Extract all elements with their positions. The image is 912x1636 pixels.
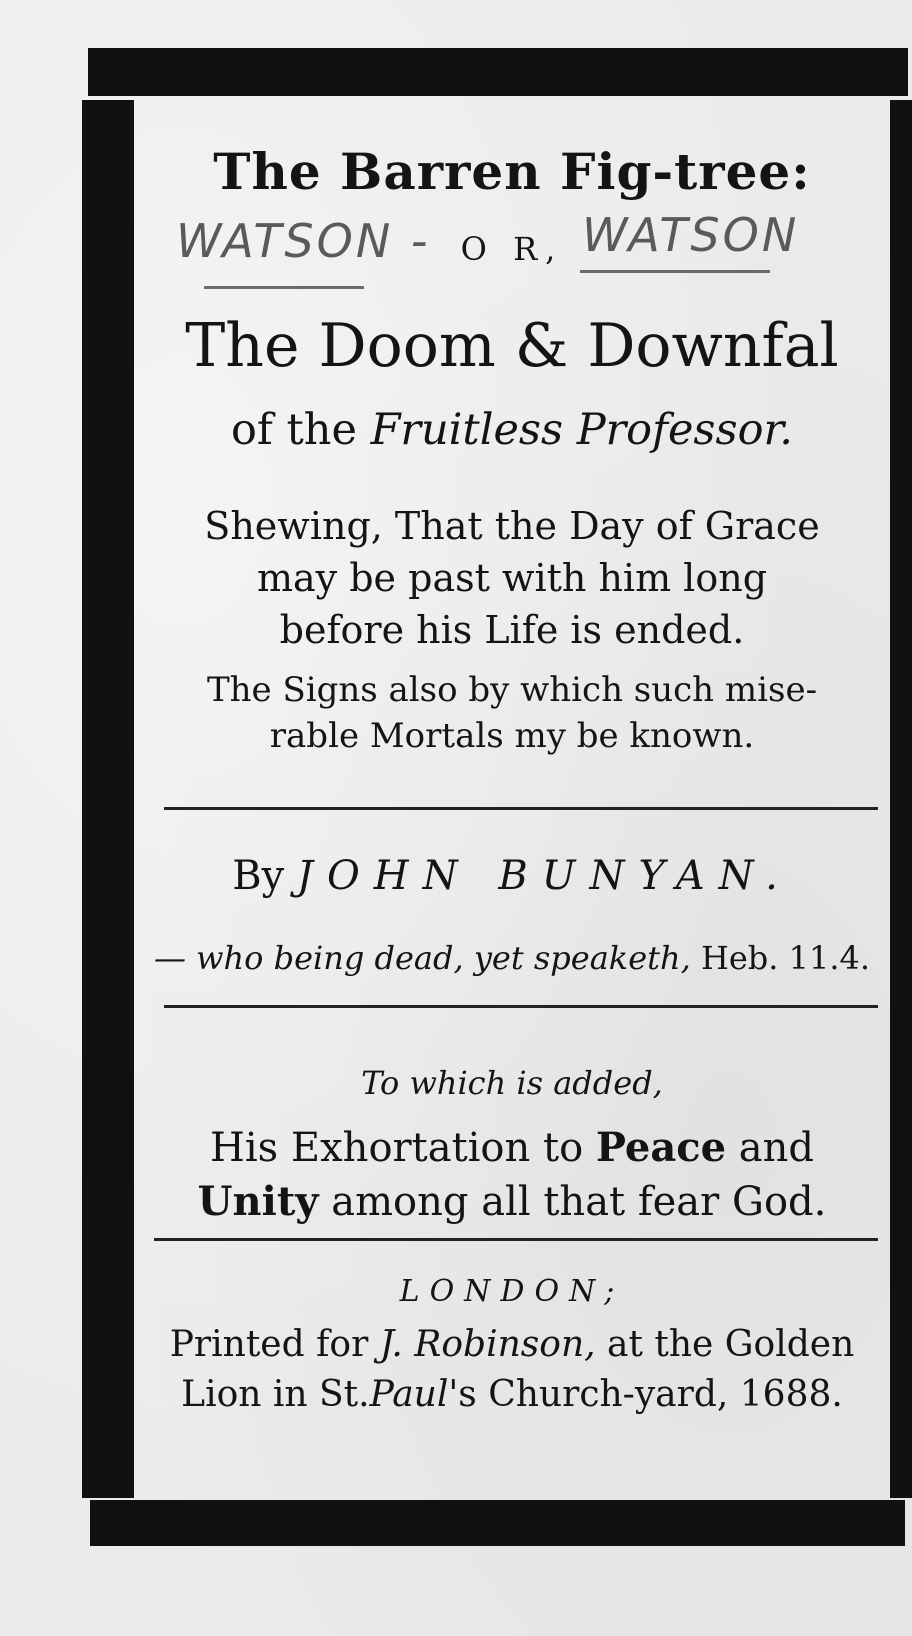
imprint-paul: Paul: [369, 1374, 449, 1415]
handwritten-underline-right: [580, 270, 770, 273]
author-line: [134, 848, 890, 904]
exhortation-prefix: His Exhortation to: [210, 1125, 596, 1171]
title-page: [134, 100, 890, 1498]
exhortation-and: and: [726, 1125, 814, 1171]
description-line-5: rable Mortals my be known.: [269, 716, 755, 756]
handwritten-underline-left: [204, 286, 364, 289]
main-title: The Barren Fig-tree:: [213, 142, 811, 201]
description-line-3: before his Life is ended.: [279, 608, 745, 652]
description-line-2: may be past with him long: [256, 556, 768, 600]
imprint-lion: Lion in St.: [181, 1374, 370, 1415]
description-line-1: Shewing, That the Day of Grace: [204, 504, 820, 548]
divider-rule-2: [164, 1005, 878, 1008]
border-bar-left: [82, 100, 134, 1498]
border-bar-bottom: [90, 1500, 905, 1546]
author-name: JOHN BUNYAN.: [296, 853, 792, 899]
author-by: By: [232, 853, 297, 899]
divider-rule-1: [164, 807, 878, 810]
exhortation-peace: Peace: [595, 1124, 727, 1171]
description-line-4: The Signs also by which such mise-: [206, 670, 818, 710]
subtitle-prefix: of the: [231, 405, 371, 455]
imprint-printed-for: Printed for: [169, 1324, 380, 1365]
subtitle-doom-downfal: The Doom & Downfal: [185, 311, 839, 381]
imprint-printer: J. Robinson,: [379, 1324, 596, 1365]
added-heading: To which is added,: [361, 1064, 663, 1102]
imprint-date: 's Church-yard, 1688.: [448, 1374, 843, 1415]
border-bar-right: [890, 100, 912, 1498]
imprint-location: at the Golden: [595, 1324, 855, 1365]
handwritten-annotation-left: WATSON -: [176, 214, 431, 268]
divider-rule-3: [154, 1238, 878, 1241]
subtitle-fruitless-professor: [134, 400, 890, 460]
subtitle-italic: Fruitless Professor.: [370, 405, 793, 455]
quote-reference: Heb. 11.4.: [690, 939, 871, 977]
exhortation-unity: Unity: [197, 1178, 319, 1225]
exhortation-line-2: [134, 1174, 890, 1230]
imprint-line-1: [134, 1320, 890, 1370]
exhortation-line-1: [134, 1120, 890, 1176]
scripture-quote: [134, 935, 890, 981]
quote-text: — who being dead, yet speaketh,: [153, 939, 691, 977]
imprint-line-2: [134, 1370, 890, 1420]
or-connector: O R,: [460, 230, 564, 268]
imprint-city: LONDON;: [399, 1274, 625, 1309]
handwritten-annotation-right: WATSON: [582, 208, 800, 262]
border-bar-top: [88, 48, 908, 96]
exhortation-rest: among all that fear God.: [318, 1179, 827, 1225]
